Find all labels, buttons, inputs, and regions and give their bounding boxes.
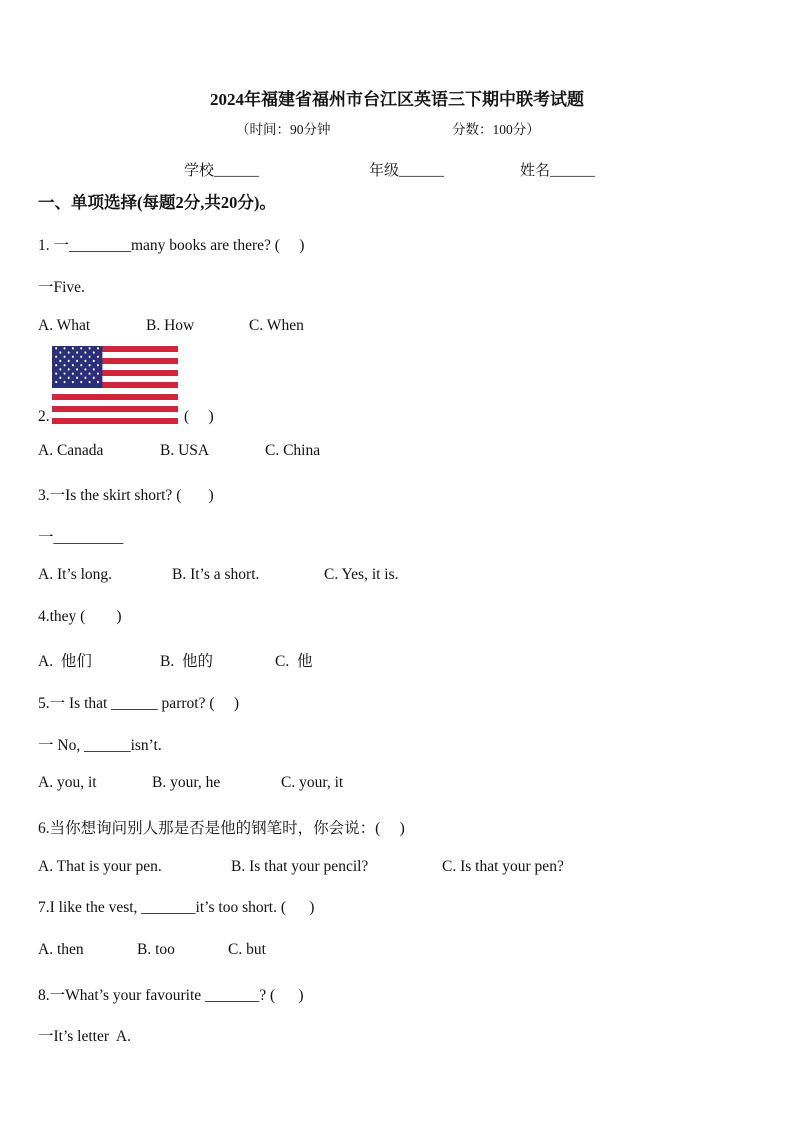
- exam-time: （时间：90分钟: [236, 122, 331, 137]
- question-6-option-c: C. Is that your pen?: [442, 858, 564, 875]
- question-3-option-a: A. It’s long.: [38, 566, 113, 583]
- flag-star: [76, 360, 78, 362]
- flag-star: [76, 368, 78, 370]
- flag-star: [68, 368, 70, 370]
- flag-star: [72, 347, 74, 349]
- question-5-answer: 一 No, ______isn’t.: [38, 737, 162, 754]
- question-2-option-c: C. China: [265, 442, 321, 459]
- flag-star: [97, 356, 99, 358]
- question-1-stem: 1. 一________many books are there? ( ): [38, 237, 305, 254]
- grade-field: 年级______: [369, 163, 445, 179]
- question-4-option-a: A. 他们: [38, 653, 92, 670]
- flag-red-stripe: [52, 418, 178, 424]
- question-6-option-a: A. That is your pen.: [38, 858, 162, 875]
- question-5-option-b: B. your, he: [152, 774, 221, 791]
- question-3-option-b: B. It’s a short.: [172, 566, 260, 583]
- question-2-option-b: B. USA: [160, 442, 210, 459]
- flag-star: [72, 356, 74, 358]
- flag-star: [55, 347, 57, 349]
- flag-star: [55, 381, 57, 383]
- flag-star: [80, 356, 82, 358]
- question-2-blank: ( ): [184, 408, 214, 425]
- flag-red-stripe: [52, 406, 178, 412]
- question-2-number: 2.: [38, 408, 50, 425]
- flag-star: [72, 364, 74, 366]
- flag-white-stripe: [52, 388, 178, 394]
- flag-star: [80, 347, 82, 349]
- flag-star: [80, 372, 82, 374]
- flag-white-stripe: [52, 412, 178, 418]
- exam-score: 分数：100分）: [452, 122, 540, 137]
- flag-star: [55, 356, 57, 358]
- flag-star: [64, 381, 66, 383]
- question-4-stem: 4.they ( ): [38, 608, 122, 625]
- flag-star: [89, 356, 91, 358]
- flag-star: [84, 368, 86, 370]
- question-1-answer: 一Five.: [38, 279, 85, 296]
- flag-star: [84, 360, 86, 362]
- flag-star: [59, 360, 61, 362]
- flag-star: [97, 364, 99, 366]
- usa-flag-image: [52, 346, 178, 424]
- question-3-option-c: C. Yes, it is.: [324, 566, 399, 583]
- question-5-option-a: A. you, it: [38, 774, 97, 791]
- section-heading: 一、单项选择(每题2分,共20分)。: [38, 193, 276, 212]
- flag-star: [72, 372, 74, 374]
- question-7-option-b: B. too: [137, 941, 175, 958]
- question-4-option-b: B. 他的: [160, 653, 213, 670]
- flag-star: [59, 351, 61, 353]
- question-1-option-b: B. How: [146, 317, 195, 334]
- question-8-answer: 一It’s letter A.: [38, 1028, 131, 1045]
- flag-star: [89, 347, 91, 349]
- flag-star: [89, 372, 91, 374]
- question-8-stem: 8.一What’s your favourite _______? ( ): [38, 987, 304, 1004]
- flag-star: [93, 351, 95, 353]
- flag-star: [64, 347, 66, 349]
- question-2-option-a: A. Canada: [38, 442, 104, 459]
- flag-star: [97, 381, 99, 383]
- flag-star: [64, 372, 66, 374]
- flag-star: [76, 377, 78, 379]
- flag-star: [93, 377, 95, 379]
- flag-star: [72, 381, 74, 383]
- question-1-option-c: C. When: [249, 317, 304, 334]
- question-4-option-c: C. 他: [275, 653, 313, 670]
- question-6-option-b: B. Is that your pencil?: [231, 858, 369, 875]
- flag-star: [68, 360, 70, 362]
- flag-star: [84, 377, 86, 379]
- question-6-stem: 6.当你想询问别人那是否是他的钢笔时，你会说：( ): [38, 820, 405, 837]
- flag-star: [59, 377, 61, 379]
- flag-star: [76, 351, 78, 353]
- flag-star: [93, 360, 95, 362]
- flag-star: [55, 372, 57, 374]
- flag-white-stripe: [52, 400, 178, 406]
- question-7-option-c: C. but: [228, 941, 266, 958]
- flag-star: [80, 364, 82, 366]
- name-field: 姓名______: [520, 163, 596, 179]
- flag-star: [89, 364, 91, 366]
- flag-star: [84, 351, 86, 353]
- question-7-stem: 7.I like the vest, _______it’s too short. ( ): [38, 899, 315, 916]
- question-5-option-c: C. your, it: [281, 774, 344, 791]
- flag-star: [55, 364, 57, 366]
- flag-star: [68, 377, 70, 379]
- question-5-stem: 5.一 Is that ______ parrot? ( ): [38, 695, 240, 712]
- flag-star: [97, 372, 99, 374]
- flag-star: [80, 381, 82, 383]
- question-1-option-a: A. What: [38, 317, 91, 334]
- school-field: 学校______: [184, 163, 260, 179]
- question-7-option-a: A. then: [38, 941, 84, 958]
- flag-star: [64, 356, 66, 358]
- flag-star: [68, 351, 70, 353]
- question-3-answer: 一_________: [38, 529, 124, 546]
- flag-star: [89, 381, 91, 383]
- flag-star: [97, 347, 99, 349]
- document-title: 2024年福建省福州市台江区英语三下期中联考试题: [210, 90, 584, 109]
- flag-red-stripe: [52, 394, 178, 400]
- flag-star: [64, 364, 66, 366]
- question-3-stem: 3.一Is the skirt short? ( ): [38, 487, 214, 504]
- flag-star: [59, 368, 61, 370]
- flag-star: [93, 368, 95, 370]
